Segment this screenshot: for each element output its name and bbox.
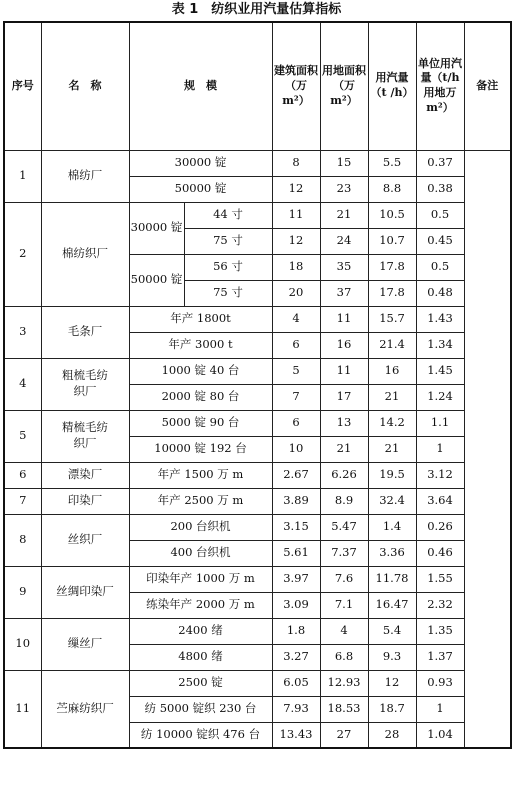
cell-land-area: 11 xyxy=(320,306,368,332)
cell-steam: 17.8 xyxy=(368,254,416,280)
row-seq: 5 xyxy=(4,410,41,462)
row-seq: 1 xyxy=(4,150,41,202)
header-name: 名 称 xyxy=(41,22,129,150)
cell-building-area: 5 xyxy=(272,358,320,384)
row-scale: 75 寸 xyxy=(184,228,272,254)
cell-building-area: 12 xyxy=(272,176,320,202)
cell-building-area: 3.89 xyxy=(272,488,320,514)
row-scale: 4800 绪 xyxy=(129,644,272,670)
cell-land-area: 16 xyxy=(320,332,368,358)
row-seq: 3 xyxy=(4,306,41,358)
cell-steam: 14.2 xyxy=(368,410,416,436)
row-scale: 练染年产 2000 万 m xyxy=(129,592,272,618)
cell-unit-steam: 1.24 xyxy=(416,384,464,410)
cell-unit-steam: 0.26 xyxy=(416,514,464,540)
row-scale: 年产 1800t xyxy=(129,306,272,332)
row-scale: 30000 锭 xyxy=(129,150,272,176)
table-row xyxy=(4,150,511,176)
cell-steam: 1.4 xyxy=(368,514,416,540)
cell-steam: 11.78 xyxy=(368,566,416,592)
table-row xyxy=(4,410,511,436)
header-steam: 用汽量（t /h） xyxy=(368,22,416,150)
cell-steam: 8.8 xyxy=(368,176,416,202)
cell-building-area: 20 xyxy=(272,280,320,306)
row-scale: 56 寸 xyxy=(184,254,272,280)
cell-unit-steam: 3.64 xyxy=(416,488,464,514)
row-name: 精梳毛纺织厂 xyxy=(41,410,129,462)
cell-unit-steam: 0.45 xyxy=(416,228,464,254)
cell-land-area: 12.93 xyxy=(320,670,368,696)
cell-unit-steam: 1.1 xyxy=(416,410,464,436)
cell-building-area: 12 xyxy=(272,228,320,254)
cell-building-area: 5.61 xyxy=(272,540,320,566)
note-cell xyxy=(464,150,511,748)
cell-steam: 28 xyxy=(368,722,416,748)
header-seq: 序号 xyxy=(4,22,41,150)
cell-steam: 16 xyxy=(368,358,416,384)
cell-land-area: 7.37 xyxy=(320,540,368,566)
cell-unit-steam: 0.38 xyxy=(416,176,464,202)
row-scale: 75 寸 xyxy=(184,280,272,306)
cell-steam: 9.3 xyxy=(368,644,416,670)
row-name: 缫丝厂 xyxy=(41,618,129,670)
row-seq: 6 xyxy=(4,462,41,488)
row-scale: 2000 锭 80 台 xyxy=(129,384,272,410)
cell-unit-steam: 1 xyxy=(416,696,464,722)
row-scale: 400 台织机 xyxy=(129,540,272,566)
table-row xyxy=(4,358,511,384)
row-scale-group: 50000 锭 xyxy=(129,254,184,306)
cell-building-area: 1.8 xyxy=(272,618,320,644)
cell-building-area: 3.15 xyxy=(272,514,320,540)
row-seq: 4 xyxy=(4,358,41,410)
row-scale: 纺 5000 锭织 230 台 xyxy=(129,696,272,722)
cell-land-area: 6.26 xyxy=(320,462,368,488)
cell-land-area: 8.9 xyxy=(320,488,368,514)
cell-steam: 3.36 xyxy=(368,540,416,566)
row-name: 毛条厂 xyxy=(41,306,129,358)
cell-building-area: 3.27 xyxy=(272,644,320,670)
table-title: 表 1 纺织业用汽量估算指标 xyxy=(171,2,342,17)
row-name: 棉纺织厂 xyxy=(41,202,129,306)
table-row xyxy=(4,488,511,514)
cell-unit-steam: 0.37 xyxy=(416,150,464,176)
cell-building-area: 6 xyxy=(272,410,320,436)
row-scale: 年产 1500 万 m xyxy=(129,462,272,488)
header-row xyxy=(4,22,511,150)
row-name: 丝绸印染厂 xyxy=(41,566,129,618)
cell-land-area: 24 xyxy=(320,228,368,254)
table-row xyxy=(4,306,511,332)
row-scale: 纺 10000 锭织 476 台 xyxy=(129,722,272,748)
row-scale: 1000 锭 40 台 xyxy=(129,358,272,384)
cell-land-area: 6.8 xyxy=(320,644,368,670)
cell-steam: 32.4 xyxy=(368,488,416,514)
cell-steam: 21 xyxy=(368,436,416,462)
cell-unit-steam: 3.12 xyxy=(416,462,464,488)
cell-building-area: 3.09 xyxy=(272,592,320,618)
cell-land-area: 17 xyxy=(320,384,368,410)
table-row xyxy=(4,566,511,592)
steam-estimate-table xyxy=(3,21,512,749)
cell-steam: 12 xyxy=(368,670,416,696)
cell-land-area: 18.53 xyxy=(320,696,368,722)
row-scale-group: 30000 锭 xyxy=(129,202,184,254)
row-seq: 10 xyxy=(4,618,41,670)
cell-land-area: 4 xyxy=(320,618,368,644)
cell-land-area: 37 xyxy=(320,280,368,306)
cell-steam: 15.7 xyxy=(368,306,416,332)
cell-building-area: 18 xyxy=(272,254,320,280)
cell-building-area: 10 xyxy=(272,436,320,462)
cell-unit-steam: 1.37 xyxy=(416,644,464,670)
cell-land-area: 11 xyxy=(320,358,368,384)
cell-land-area: 7.1 xyxy=(320,592,368,618)
row-seq: 11 xyxy=(4,670,41,748)
cell-land-area: 21 xyxy=(320,202,368,228)
cell-building-area: 3.97 xyxy=(272,566,320,592)
cell-unit-steam: 1 xyxy=(416,436,464,462)
cell-land-area: 7.6 xyxy=(320,566,368,592)
cell-land-area: 27 xyxy=(320,722,368,748)
table-row xyxy=(4,670,511,696)
row-name: 棉纺厂 xyxy=(41,150,129,202)
row-seq: 7 xyxy=(4,488,41,514)
cell-unit-steam: 0.93 xyxy=(416,670,464,696)
cell-land-area: 21 xyxy=(320,436,368,462)
row-seq: 2 xyxy=(4,202,41,306)
row-scale: 年产 3000 t xyxy=(129,332,272,358)
cell-unit-steam: 0.5 xyxy=(416,254,464,280)
cell-building-area: 7 xyxy=(272,384,320,410)
cell-building-area: 6 xyxy=(272,332,320,358)
cell-steam: 21 xyxy=(368,384,416,410)
table-row xyxy=(4,462,511,488)
cell-steam: 17.8 xyxy=(368,280,416,306)
cell-land-area: 23 xyxy=(320,176,368,202)
cell-steam: 18.7 xyxy=(368,696,416,722)
cell-building-area: 2.67 xyxy=(272,462,320,488)
header-land-area: 用地面积（万 m²） xyxy=(320,22,368,150)
row-name: 苎麻纺织厂 xyxy=(41,670,129,748)
cell-unit-steam: 1.45 xyxy=(416,358,464,384)
row-scale: 2400 绪 xyxy=(129,618,272,644)
cell-unit-steam: 1.55 xyxy=(416,566,464,592)
header-note: 备注 xyxy=(464,22,511,150)
cell-building-area: 11 xyxy=(272,202,320,228)
cell-unit-steam: 1.34 xyxy=(416,332,464,358)
row-scale: 印染年产 1000 万 m xyxy=(129,566,272,592)
cell-steam: 5.5 xyxy=(368,150,416,176)
cell-land-area: 35 xyxy=(320,254,368,280)
cell-building-area: 6.05 xyxy=(272,670,320,696)
cell-steam: 19.5 xyxy=(368,462,416,488)
cell-building-area: 8 xyxy=(272,150,320,176)
cell-unit-steam: 1.43 xyxy=(416,306,464,332)
cell-building-area: 4 xyxy=(272,306,320,332)
cell-land-area: 15 xyxy=(320,150,368,176)
row-name: 漂染厂 xyxy=(41,462,129,488)
cell-steam: 16.47 xyxy=(368,592,416,618)
row-scale: 50000 锭 xyxy=(129,176,272,202)
cell-unit-steam: 1.04 xyxy=(416,722,464,748)
table-row xyxy=(4,202,511,228)
header-unit-steam: 单位用汽量（t/h用地万 m²） xyxy=(416,22,464,150)
row-scale: 10000 锭 192 台 xyxy=(129,436,272,462)
row-seq: 8 xyxy=(4,514,41,566)
cell-unit-steam: 1.35 xyxy=(416,618,464,644)
cell-land-area: 5.47 xyxy=(320,514,368,540)
cell-unit-steam: 0.46 xyxy=(416,540,464,566)
row-scale: 200 台织机 xyxy=(129,514,272,540)
row-scale: 44 寸 xyxy=(184,202,272,228)
cell-building-area: 13.43 xyxy=(272,722,320,748)
cell-unit-steam: 2.32 xyxy=(416,592,464,618)
cell-land-area: 13 xyxy=(320,410,368,436)
row-scale: 2500 锭 xyxy=(129,670,272,696)
row-seq: 9 xyxy=(4,566,41,618)
row-name: 丝织厂 xyxy=(41,514,129,566)
row-name: 粗梳毛纺织厂 xyxy=(41,358,129,410)
header-building-area: 建筑面积（万 m²） xyxy=(272,22,320,150)
row-scale: 5000 锭 90 台 xyxy=(129,410,272,436)
cell-unit-steam: 0.48 xyxy=(416,280,464,306)
table-row xyxy=(4,618,511,644)
cell-steam: 21.4 xyxy=(368,332,416,358)
table-row xyxy=(4,514,511,540)
cell-steam: 10.5 xyxy=(368,202,416,228)
cell-building-area: 7.93 xyxy=(272,696,320,722)
row-name: 印染厂 xyxy=(41,488,129,514)
cell-steam: 10.7 xyxy=(368,228,416,254)
row-scale: 年产 2500 万 m xyxy=(129,488,272,514)
cell-steam: 5.4 xyxy=(368,618,416,644)
cell-unit-steam: 0.5 xyxy=(416,202,464,228)
header-scale: 规 模 xyxy=(129,22,272,150)
